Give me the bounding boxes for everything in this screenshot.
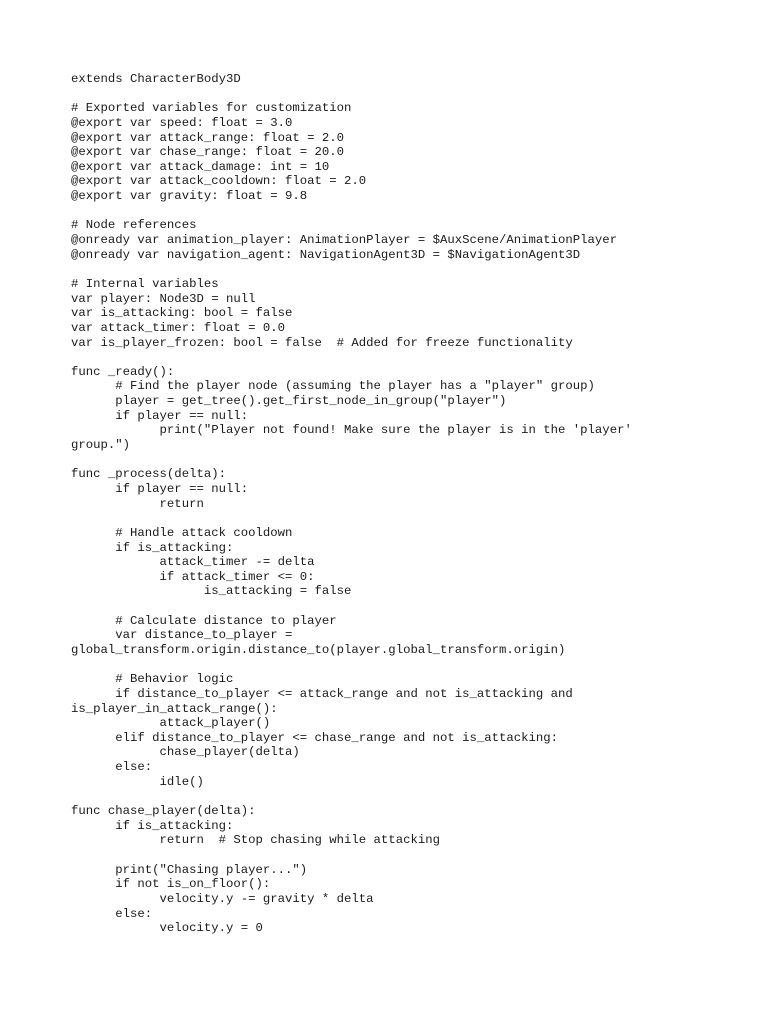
code-line: # Find the player node (assuming the player has a "player" group)	[71, 379, 595, 394]
code-line	[71, 262, 711, 277]
code-line: return	[71, 496, 204, 511]
code-line: idle()	[71, 774, 204, 789]
code-line: if not is_on_floor():	[71, 877, 271, 892]
code-line: if distance_to_player <= attack_range and not is_attacking and	[71, 686, 573, 701]
code-line: print("Chasing player...")	[71, 862, 308, 877]
code-line: func _ready():	[71, 364, 175, 379]
code-line: @export var chase_range: float = 20.0	[71, 145, 345, 160]
code-line: if attack_timer <= 0:	[71, 569, 315, 584]
code-line: @onready var animation_player: AnimationPlayer = $AuxScene/AnimationPlayer	[71, 233, 618, 248]
code-line: @export var attack_range: float = 2.0	[71, 130, 345, 145]
code-line: # Handle attack cooldown	[71, 525, 293, 540]
code-line: velocity.y = 0	[71, 921, 263, 936]
code-line: if is_attacking:	[71, 540, 234, 555]
code-line: var is_player_frozen: bool = false # Added for freeze functionality	[71, 335, 573, 350]
code-line: # Node references	[71, 218, 197, 233]
code-line	[71, 87, 711, 102]
code-line: var attack_timer: float = 0.0	[71, 320, 286, 335]
code-line: print("Player not found! Make sure the player is in the 'player'	[71, 423, 632, 438]
code-line: global_transform.origin.distance_to(player.global_transform.origin)	[71, 642, 566, 657]
code-line	[71, 599, 711, 614]
code-line	[71, 453, 711, 468]
code-line: if is_attacking:	[71, 818, 234, 833]
code-line	[71, 789, 711, 804]
code-line: group.")	[71, 438, 131, 453]
code-block	[71, 72, 711, 936]
code-line: player = get_tree().get_first_node_in_group("player")	[71, 394, 507, 409]
code-line	[71, 848, 711, 863]
code-line: @export var attack_cooldown: float = 2.0	[71, 174, 367, 189]
code-line: is_attacking = false	[71, 584, 352, 599]
code-line: extends CharacterBody3D	[71, 72, 241, 86]
code-line: @onready var navigation_agent: NavigationAgent3D = $NavigationAgent3D	[71, 247, 581, 262]
code-line: attack_timer -= delta	[71, 555, 315, 570]
code-line: # Calculate distance to player	[71, 613, 337, 628]
code-line: else:	[71, 760, 153, 775]
code-line	[71, 350, 711, 365]
code-line: @export var speed: float = 3.0	[71, 115, 293, 130]
code-line: velocity.y -= gravity * delta	[71, 891, 374, 906]
code-line: func chase_player(delta):	[71, 804, 256, 819]
code-line: return # Stop chasing while attacking	[71, 833, 440, 848]
code-line: # Internal variables	[71, 276, 219, 291]
code-line: @export var attack_damage: int = 10	[71, 159, 330, 174]
code-line: if player == null:	[71, 481, 249, 496]
code-line: func _process(delta):	[71, 467, 226, 482]
code-line: var distance_to_player =	[71, 628, 293, 643]
code-line: chase_player(delta)	[71, 745, 300, 760]
code-line: if player == null:	[71, 408, 249, 423]
code-line: var player: Node3D = null	[71, 291, 256, 306]
code-line: @export var gravity: float = 9.8	[71, 189, 308, 204]
code-line: # Exported variables for customization	[71, 101, 352, 116]
code-line: var is_attacking: bool = false	[71, 306, 293, 321]
code-line: # Behavior logic	[71, 672, 234, 687]
code-line: elif distance_to_player <= chase_range and not is_attacking:	[71, 730, 559, 745]
code-line: else:	[71, 906, 153, 921]
code-line	[71, 658, 711, 673]
code-line	[71, 204, 711, 219]
code-line: attack_player()	[71, 716, 271, 731]
code-line	[71, 511, 711, 526]
code-line: is_player_in_attack_range():	[71, 701, 278, 716]
